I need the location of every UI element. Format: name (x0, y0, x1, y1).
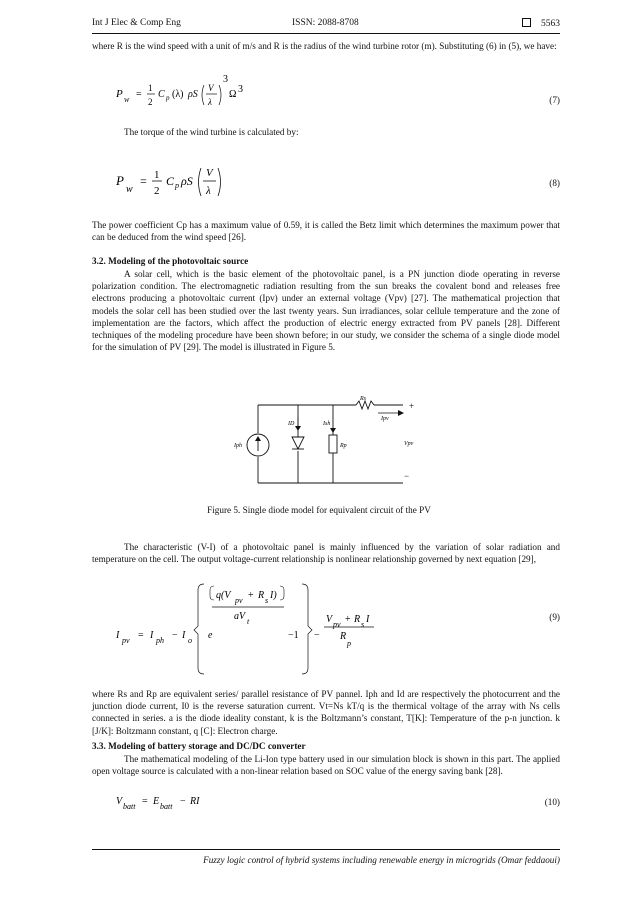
svg-text:P: P (116, 173, 124, 188)
svg-text:Ω: Ω (229, 89, 237, 100)
svg-text:e: e (208, 630, 213, 641)
svg-text:ρS: ρS (188, 89, 198, 100)
equation-10-number: (10) (544, 797, 560, 807)
id-label: ID (288, 421, 295, 427)
svg-text:2: 2 (154, 185, 160, 197)
svg-text:C: C (166, 174, 175, 188)
square-bullet-icon (522, 18, 531, 27)
pv-circuit-diagram (228, 395, 428, 495)
section-3-3-heading: 3.3. Modeling of battery storage and DC/DC converter (92, 741, 306, 751)
vpv-label: Vpv (404, 441, 414, 447)
svg-text:λ: λ (208, 97, 212, 107)
svg-text:t: t (247, 617, 250, 626)
svg-text:V: V (208, 83, 214, 93)
equation-8 (116, 152, 316, 202)
svg-text:R: R (354, 614, 361, 625)
svg-text:p: p (175, 181, 179, 190)
svg-text:I): I) (270, 590, 277, 601)
svg-text:−: − (172, 630, 178, 641)
variable-definitions-paragraph: where Rs and Rp are equivalent series/ parallel resistance of PV pannel. Iph and Id are respectively the photocurrent and the junction diode current, I0 is the reverse saturation current. Vt=Ns kT/q is the thermical voltage of the array with Ns cells connected in series. a is the diode ideality constant, k is the Boltzmann’s constant, T[K]: Temperature of the p-n junction. k [J/K]: Boltzmann constant, q [C]: Electron charge. (92, 689, 560, 736)
svg-text:R: R (340, 631, 347, 642)
iph-label: Iph (234, 443, 242, 449)
svg-text:R: R (258, 590, 265, 601)
svg-text:s: s (265, 596, 269, 605)
svg-text:I: I (366, 614, 370, 625)
equation-9-render (116, 580, 376, 676)
svg-text:RI: RI (190, 796, 200, 807)
svg-text:pv: pv (333, 620, 341, 629)
svg-text:ph: ph (156, 636, 164, 645)
svg-text:−1: −1 (288, 630, 299, 641)
svg-text:ρS: ρS (181, 174, 193, 188)
svg-text:pv: pv (235, 596, 243, 605)
svg-text:batt: batt (160, 802, 173, 811)
svg-text:aV: aV (234, 611, 246, 622)
section-3-2-heading: 3.2. Modeling of the photovoltaic source (92, 256, 249, 266)
svg-text:p: p (347, 639, 351, 648)
page-number-block (522, 18, 560, 29)
section-3-2-paragraph: A solar cell, which is the basic element of the photovoltaic panel, is a PN junction diode operating in reverse polarization condition. The electromagnetic radiation resulting from the sun breaks the covalent bond and releases free electrons producing a photovoltaic current (Ipv) under an external voltage (Vpv) [27]. The mathematical projection that models the solar cell has been studied over the last twenty years. Sun irradiances, solar cellule temperature and the zone of implementation are the factors, which affect the production of electric energy extracted from PV panels [28]. Different techniques of the modeling procedure have been shown before; in our study, we consider the schema of a single diode model for the simulation of PV [29]. The model is illustrated in Figure 5. (92, 269, 560, 353)
footer-rule (92, 849, 560, 850)
svg-text:−: − (180, 796, 186, 807)
svg-text:C: C (158, 89, 165, 100)
svg-text:E: E (153, 796, 160, 807)
rs-label: Rs (360, 396, 366, 402)
header-rule (92, 33, 560, 34)
svg-text:=: = (138, 630, 144, 641)
svg-text:I: I (116, 630, 120, 641)
svg-text:3: 3 (223, 74, 228, 85)
figure-5-caption: Figure 5. Single diode model for equivalent circuit of the PV (207, 505, 431, 515)
page-number: 5563 (541, 19, 560, 29)
svg-text:w: w (126, 184, 133, 195)
torque-sentence: The torque of the wind turbine is calculated by: (124, 127, 299, 137)
equation-10 (116, 792, 276, 814)
svg-text:+: + (345, 614, 351, 625)
journal-name: Int J Elec & Comp Eng (92, 18, 181, 28)
equation-7-render (116, 65, 316, 113)
svg-text:3: 3 (238, 84, 243, 95)
svg-text:λ: λ (206, 185, 211, 197)
svg-text:I: I (150, 630, 154, 641)
issn: ISSN: 2088-8708 (292, 18, 359, 28)
svg-text:1: 1 (148, 83, 153, 93)
betz-paragraph: The power coefficient Cp has a maximum value of 0.59, it is called the Betz limit which determines the maximum power that can be deduced from the wind speed [26]. (92, 220, 560, 243)
equation-7 (116, 65, 316, 113)
running-header (92, 18, 560, 32)
svg-text:V: V (326, 614, 333, 625)
equation-8-number: (8) (549, 178, 560, 188)
rp-label: Rp (340, 443, 347, 449)
minus-terminal: − (404, 471, 410, 481)
svg-text:I: I (182, 630, 186, 641)
equation-9-number: (9) (549, 612, 560, 622)
equation-7-number: (7) (549, 95, 560, 105)
equation-10-render (116, 792, 276, 814)
ish-label: Ish (323, 421, 331, 427)
svg-text:w: w (124, 95, 130, 104)
svg-text:s: s (361, 620, 365, 629)
svg-text:1: 1 (154, 169, 160, 181)
section-3-3-paragraph: The mathematical modeling of the Li-Ion type battery used in our simulation block is shown in this part. The applied open voltage source is calculated with a non-linear relation based on SOC value of the energy saving bank [28]. (92, 754, 560, 777)
svg-text:p: p (166, 94, 170, 102)
svg-text:o: o (188, 636, 192, 645)
svg-text:(λ): (λ) (172, 89, 184, 100)
svg-text:V: V (206, 167, 213, 179)
intro-paragraph: where R is the wind speed with a unit of m/s and R is the radius of the wind turbine rotor (m). Substituting (6) in (5), we have: (92, 41, 557, 51)
svg-text:V: V (116, 796, 123, 807)
ipv-label: Ipv (381, 416, 389, 422)
svg-text:=: = (142, 796, 148, 807)
svg-text:q(V: q(V (216, 590, 231, 601)
svg-text:−: − (314, 630, 320, 641)
equation-8-render (116, 152, 316, 202)
svg-text:+: + (248, 590, 254, 601)
running-footer: Fuzzy logic control of hybrid systems including renewable energy in microgrids (Omar feddaoui) (203, 855, 560, 865)
vi-characteristic-paragraph: The characteristic (V-I) of a photovoltaic panel is mainly influenced by the variation of solar radiation and temperature on the cell. The output voltage-current relationship is nonlinear relationship governed by next equation [29], (92, 542, 560, 565)
plus-terminal: + (409, 401, 415, 411)
svg-text:batt: batt (123, 802, 136, 811)
figure-5 (228, 395, 428, 495)
equation-9 (116, 580, 376, 676)
svg-text:pv: pv (122, 636, 130, 645)
svg-text:=: = (140, 174, 147, 188)
svg-text:=: = (136, 89, 142, 100)
svg-text:P: P (116, 88, 123, 100)
svg-text:2: 2 (148, 97, 153, 107)
